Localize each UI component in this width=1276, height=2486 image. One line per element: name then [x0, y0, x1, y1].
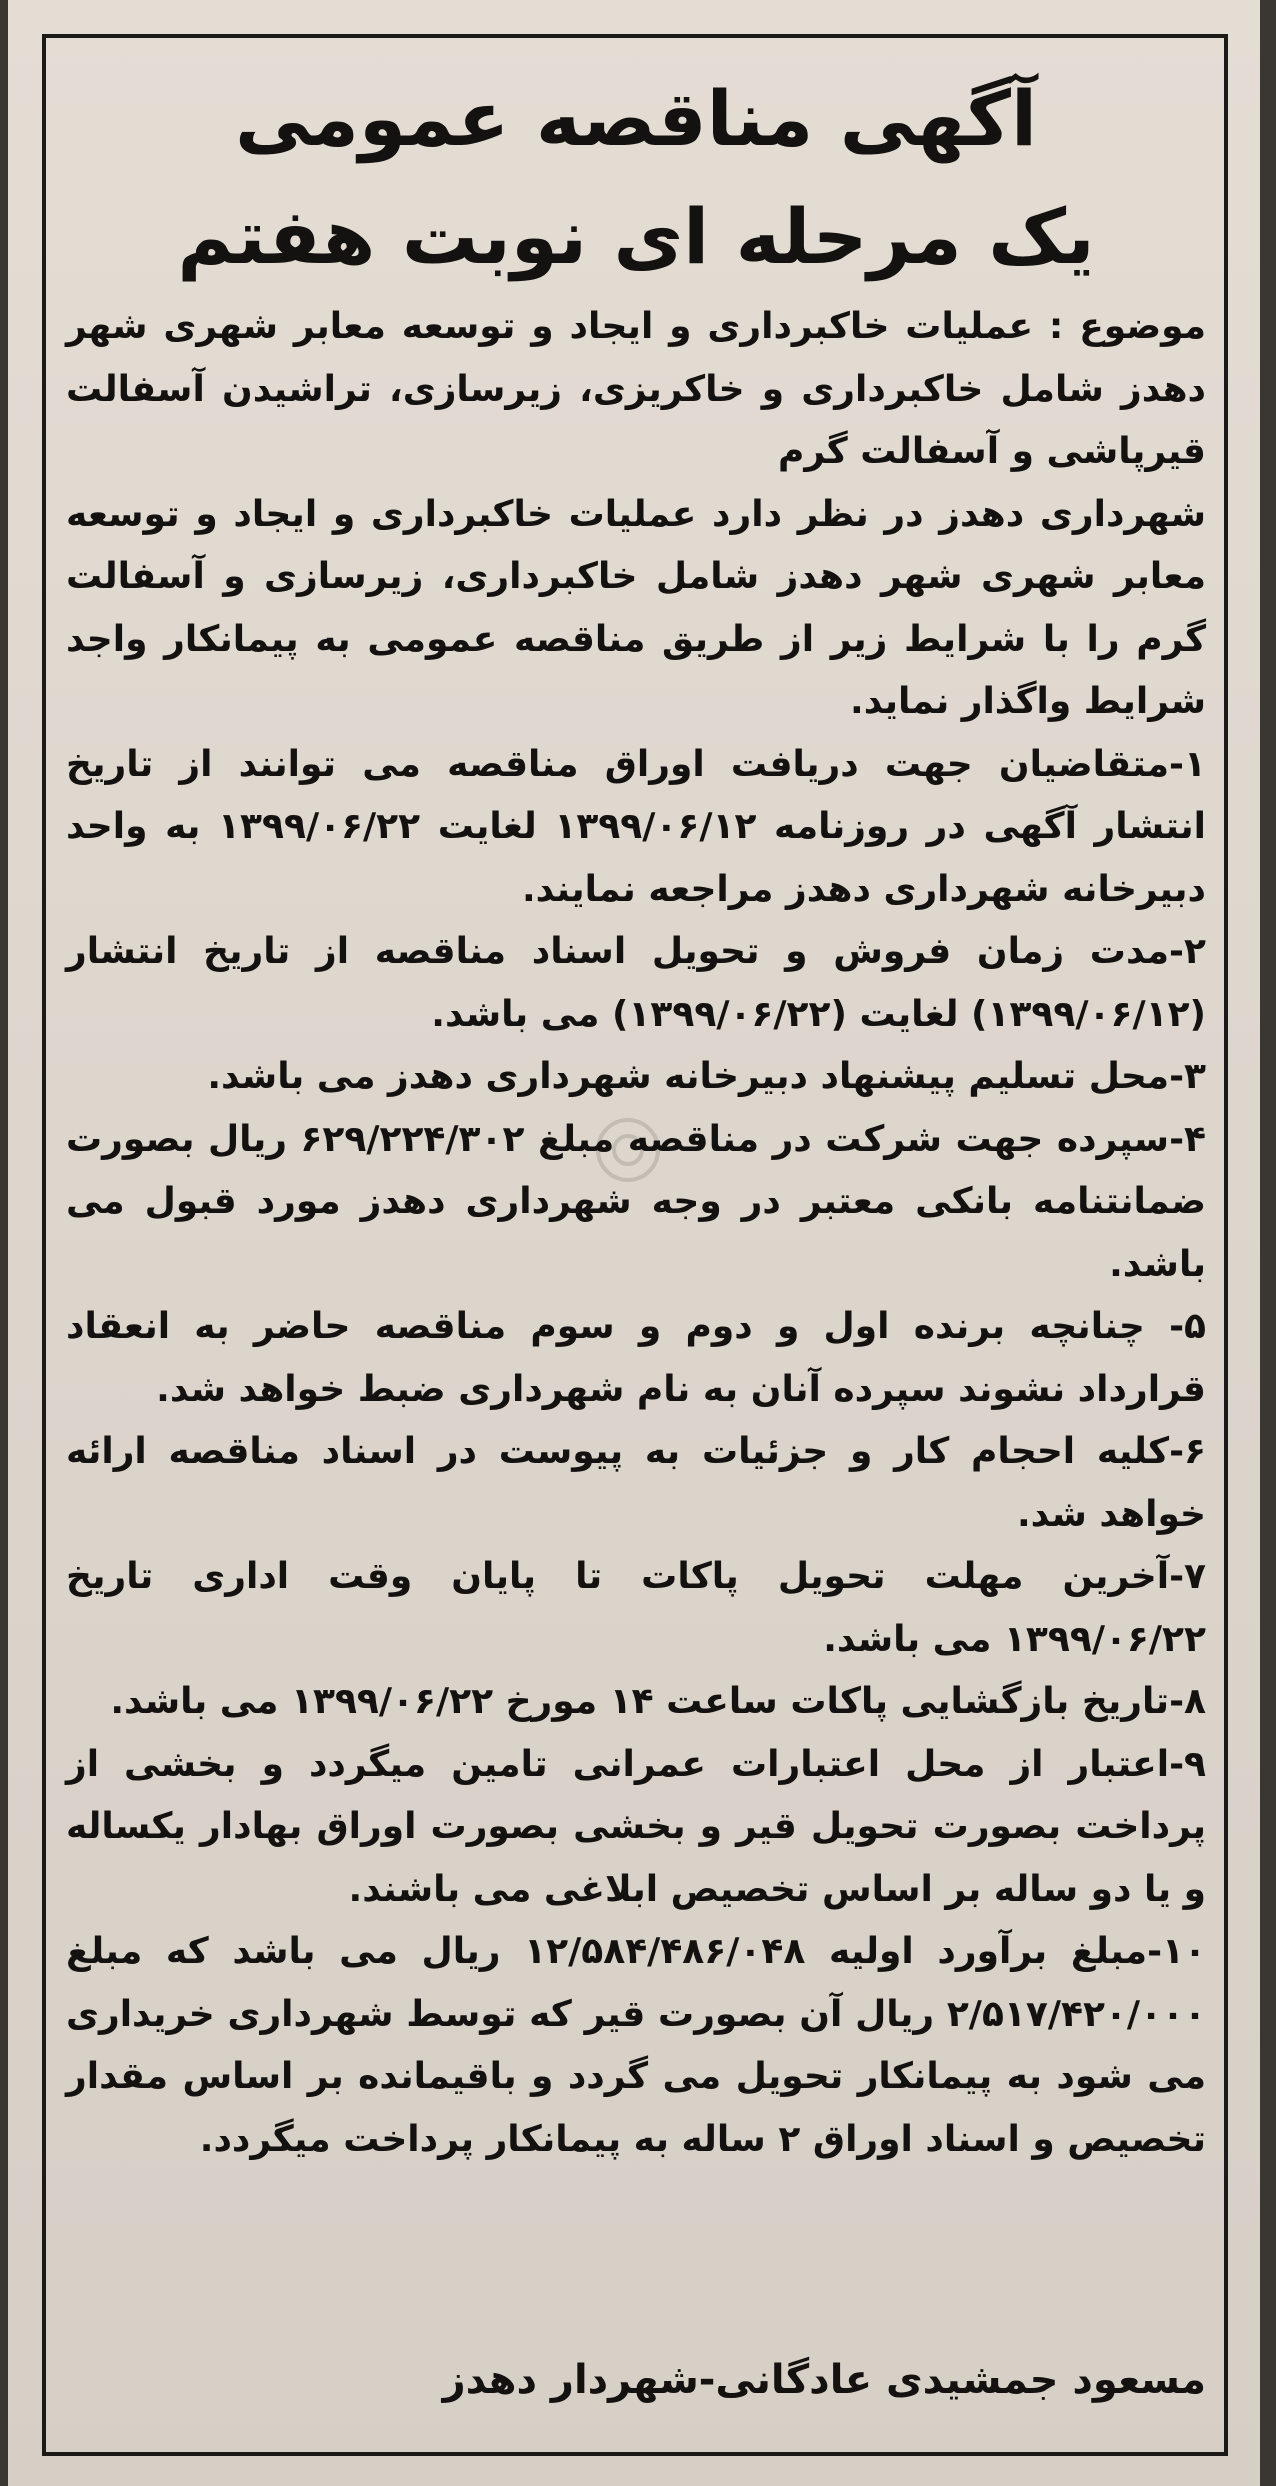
- notice-content: [66, 60, 1206, 2403]
- newspaper-clipping: [8, 0, 1260, 2486]
- notice-subtitle: یک مرحله ای نوبت هفتم: [177, 192, 1095, 281]
- notice-title: آگهی مناقصه عمومی: [234, 74, 1038, 163]
- signature-line: مسعود جمشیدی عادگانی-شهردار دهدز: [442, 2357, 1206, 2403]
- condition-item-1: ۱-متقاضیان جهت دریافت اوراق مناقصه می توانند از تاریخ انتشار آگهی در روزنامه ۱۳۹۹/۰۶/۱۲ لغایت ۱۳۹۹/۰۶/۲۲ به واحد دبیرخانه شهرداری دهدز مراجعه نمایند.: [66, 743, 1206, 910]
- condition-item-8: ۸-تاریخ بازگشایی پاکات ساعت ۱۴ مورخ ۱۳۹۹/۰۶/۲۲ می باشد.: [110, 1681, 1206, 1722]
- condition-item-3: ۳-محل تسلیم پیشنهاد دبیرخانه شهرداری دهدز می باشد.: [207, 1056, 1206, 1097]
- condition-item-10: ۱۰-مبلغ برآورد اولیه ۱۲/۵۸۴/۴۸۶/۰۴۸ ریال می باشد که مبلغ ۲/۵۱۷/۴۲۰/۰۰۰ ریال آن بصورت قیر که توسط شهرداری خریداری می شود به پیمانکار تحویل می گردد و باقیمانده بر اساس مقدار تخصیص و اسناد اوراق ۲ ساله به پیمانکار پرداخت میگردد.: [66, 1931, 1206, 2160]
- notice-intro: شهرداری دهدز در نظر دارد عملیات خاکبرداری و ایجاد و توسعه معابر شهری شهر دهدز شامل خاکبرداری، زیرسازی و آسفالت گرم را با شرایط زیر از طریق مناقصه عمومی به پیمانکار واجد شرایط واگذار نماید.: [66, 493, 1206, 722]
- notice-subject: موضوع : عملیات خاکبرداری و ایجاد و توسعه معابر شهری شهر دهدز شامل خاکبرداری و خاکریزی، زیرسازی، تراشیدن آسفالت قیرپاشی و آسفالت گرم: [66, 306, 1206, 472]
- condition-item-9: ۹-اعتبار از محل اعتبارات عمرانی تامین میگردد و بخشی از پرداخت بصورت تحویل قیر و بخشی بصورت اوراق بهادار یکساله و یا دو ساله بر اساس تخصیص ابلاغی می باشند.: [66, 1743, 1206, 1910]
- condition-item-5: ۵- چنانچه برنده اول و دوم و سوم مناقصه حاضر به انعقاد قرارداد نشوند سپرده آنان به نام شهرداری ضبط خواهد شد.: [66, 1306, 1206, 1410]
- condition-item-7: ۷-آخرین مهلت تحویل پاکات تا پایان وقت اداری تاریخ ۱۳۹۹/۰۶/۲۲ می باشد.: [66, 1556, 1206, 1660]
- condition-item-6: ۶-کلیه احجام کار و جزئیات به پیوست در اسناد مناقصه ارائه خواهد شد.: [66, 1431, 1206, 1535]
- condition-item-2: ۲-مدت زمان فروش و تحویل اسناد مناقصه از تاریخ انتشار (۱۳۹۹/۰۶/۱۲) لغایت (۱۳۹۹/۰۶/۲۲) می باشد.: [66, 931, 1206, 1035]
- condition-item-4: ۴-سپرده جهت شرکت در مناقصه مبلغ ۶۲۹/۲۲۴/۳۰۲ ریال بصورت ضمانتنامه بانکی معتبر در وجه شهرداری دهدز مورد قبول می باشد.: [66, 1118, 1206, 1285]
- notice-body: [66, 296, 1206, 2171]
